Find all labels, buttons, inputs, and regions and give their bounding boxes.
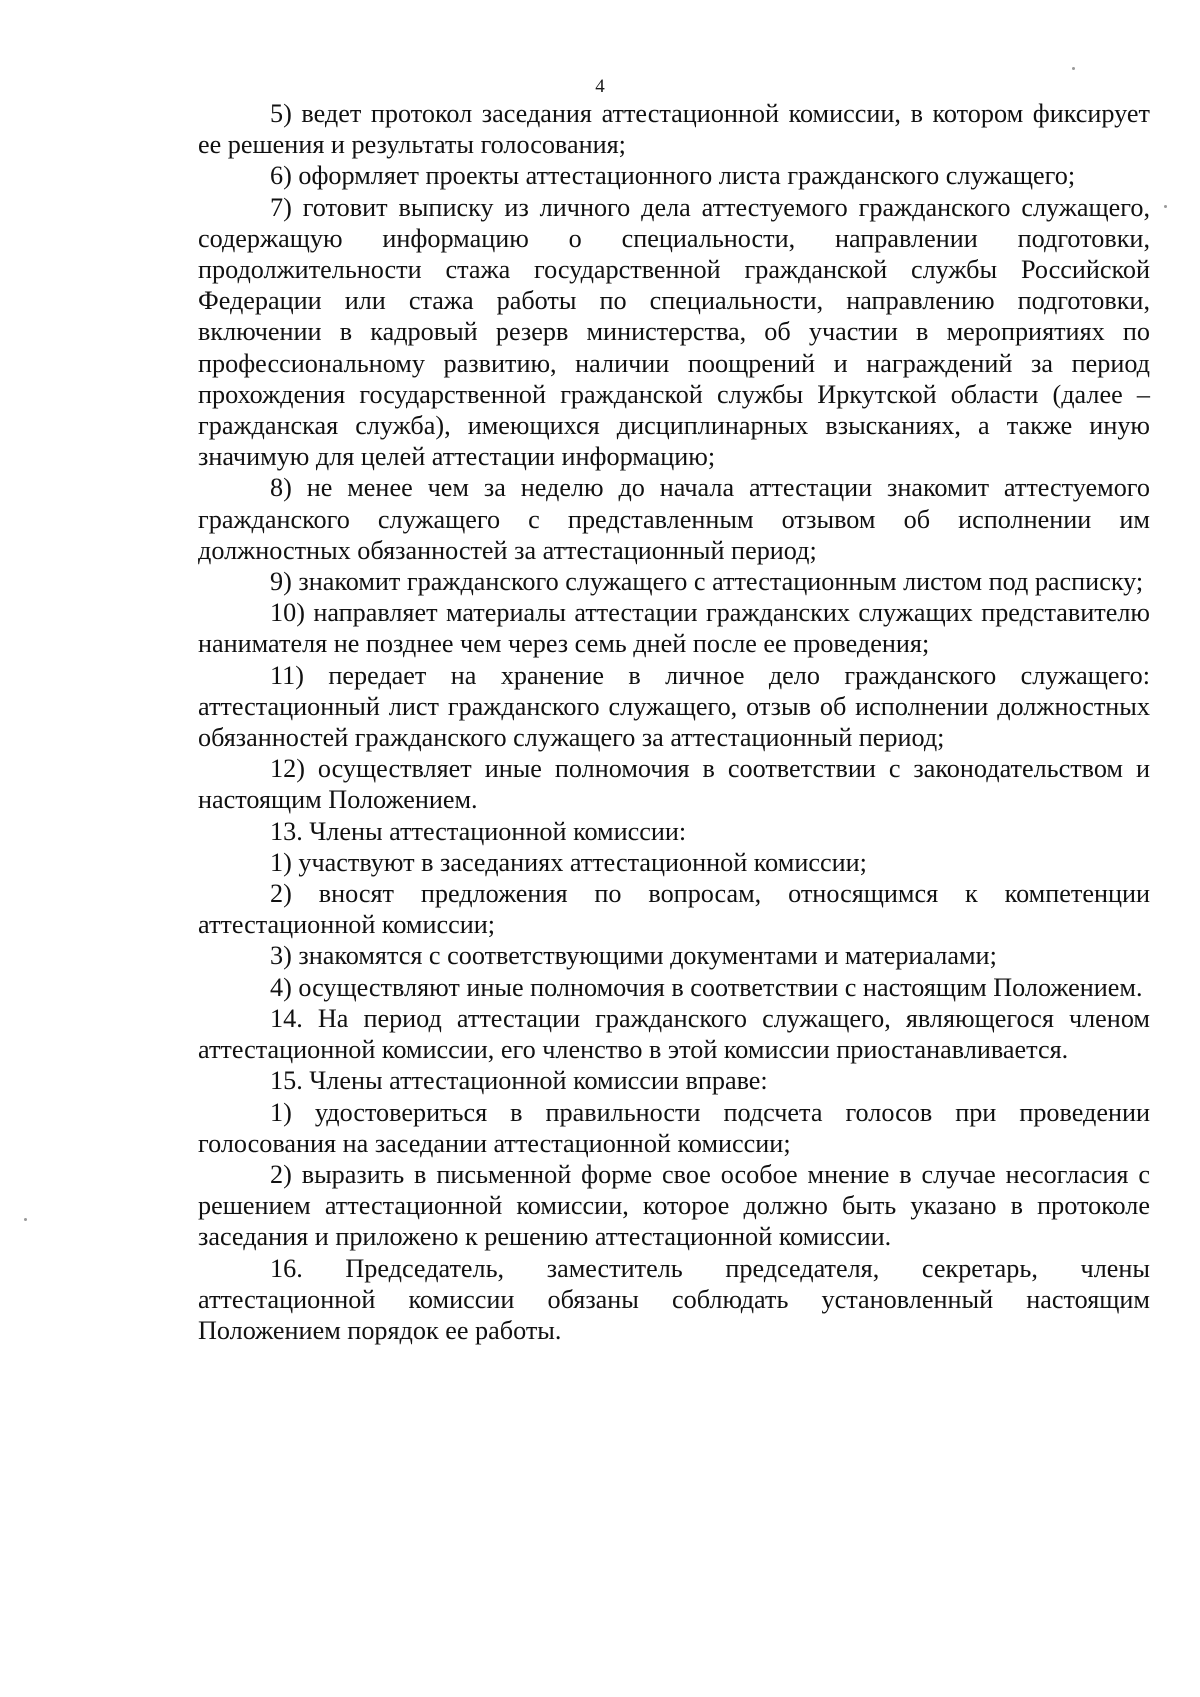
paragraph-15-item-2: 2) выразить в письменной форме свое особое мнение в случае несогласия с решением аттестационной комиссии, которое должно быть указано в протоколе заседания и приложено к решению аттестационной комиссии. xyxy=(198,1159,1150,1252)
scan-speck xyxy=(24,1218,27,1221)
paragraph-item-7: 7) готовит выписку из личного дела аттестуемого гражданского служащего, содержащую информацию о специальности, направлении подготовки, продолжительности стажа государственной гражданской службы Российской Федерации или стажа работы по специальности, направлению подготовки, включении в кадровый резерв министерства, об участии в мероприятиях по профессиональному развитию, наличии поощрений и награждений за период прохождения государственной гражданской службы Иркутской области (далее – гражданская служба), имеющихся дисциплинарных взысканиях, а также иную значимую для целей аттестации информацию; xyxy=(198,192,1150,472)
paragraph-item-8: 8) не менее чем за неделю до начала аттестации знакомит аттестуемого гражданского служащего с представленным отзывом об исполнении им должностных обязанностей за аттестационный период; xyxy=(198,473,1150,565)
section-16: 16. Председатель, заместитель председателя, секретарь, члены аттестационной комиссии обязаны соблюдать установленный настоящим Положением порядок ее работы. xyxy=(198,1253,1150,1345)
paragraph-item-5: 5) ведет протокол заседания аттестационной комиссии, в котором фиксирует ее решения и результаты голосования; xyxy=(198,99,1150,160)
section-14: 14. На период аттестации гражданского служащего, являющегося членом аттестационной комиссии, его членство в этой комиссии приостанавливается. xyxy=(198,1003,1150,1065)
document-body xyxy=(198,98,1150,1346)
scan-speck xyxy=(1164,205,1167,208)
paragraph-15-item-1: 1) удостовериться в правильности подсчета голосов при проведении голосования на заседании аттестационной комиссии; xyxy=(198,1097,1150,1158)
paragraph-13-item-4: 4) осуществляют иные полномочия в соответствии с настоящим Положением. xyxy=(270,972,1143,1002)
paragraph-item-6: 6) оформляет проекты аттестационного листа гражданского служащего; xyxy=(270,161,1076,191)
paragraph-item-10: 10) направляет материалы аттестации гражданских служащих представителю нанимателя не позднее чем через семь дней после ее проведения; xyxy=(198,598,1150,659)
paragraph-13-item-2: 2) вносят предложения по вопросам, относящимся к компетенции аттестационной комиссии; xyxy=(198,879,1150,940)
section-15-heading: 15. Члены аттестационной комиссии вправе: xyxy=(270,1066,768,1096)
paragraph-item-11: 11) передает на хранение в личное дело гражданского служащего: аттестационный лист гражданского служащего, отзыв об исполнении должностных обязанностей гражданского служащего за аттестационный период; xyxy=(198,660,1150,753)
paragraph-item-12: 12) осуществляет иные полномочия в соответствии с законодательством и настоящим Положением. xyxy=(198,754,1150,815)
section-13-heading: 13. Члены аттестационной комиссии: xyxy=(270,816,687,846)
scan-speck xyxy=(1072,67,1075,70)
paragraph-item-9: 9) знакомит гражданского служащего с аттестационным листом под расписку; xyxy=(270,567,1144,597)
paragraph-13-item-1: 1) участвуют в заседаниях аттестационной комиссии; xyxy=(270,847,867,877)
paragraph-13-item-3: 3) знакомятся с соответствующими документами и материалами; xyxy=(270,941,997,971)
page-number: 4 xyxy=(595,76,605,97)
